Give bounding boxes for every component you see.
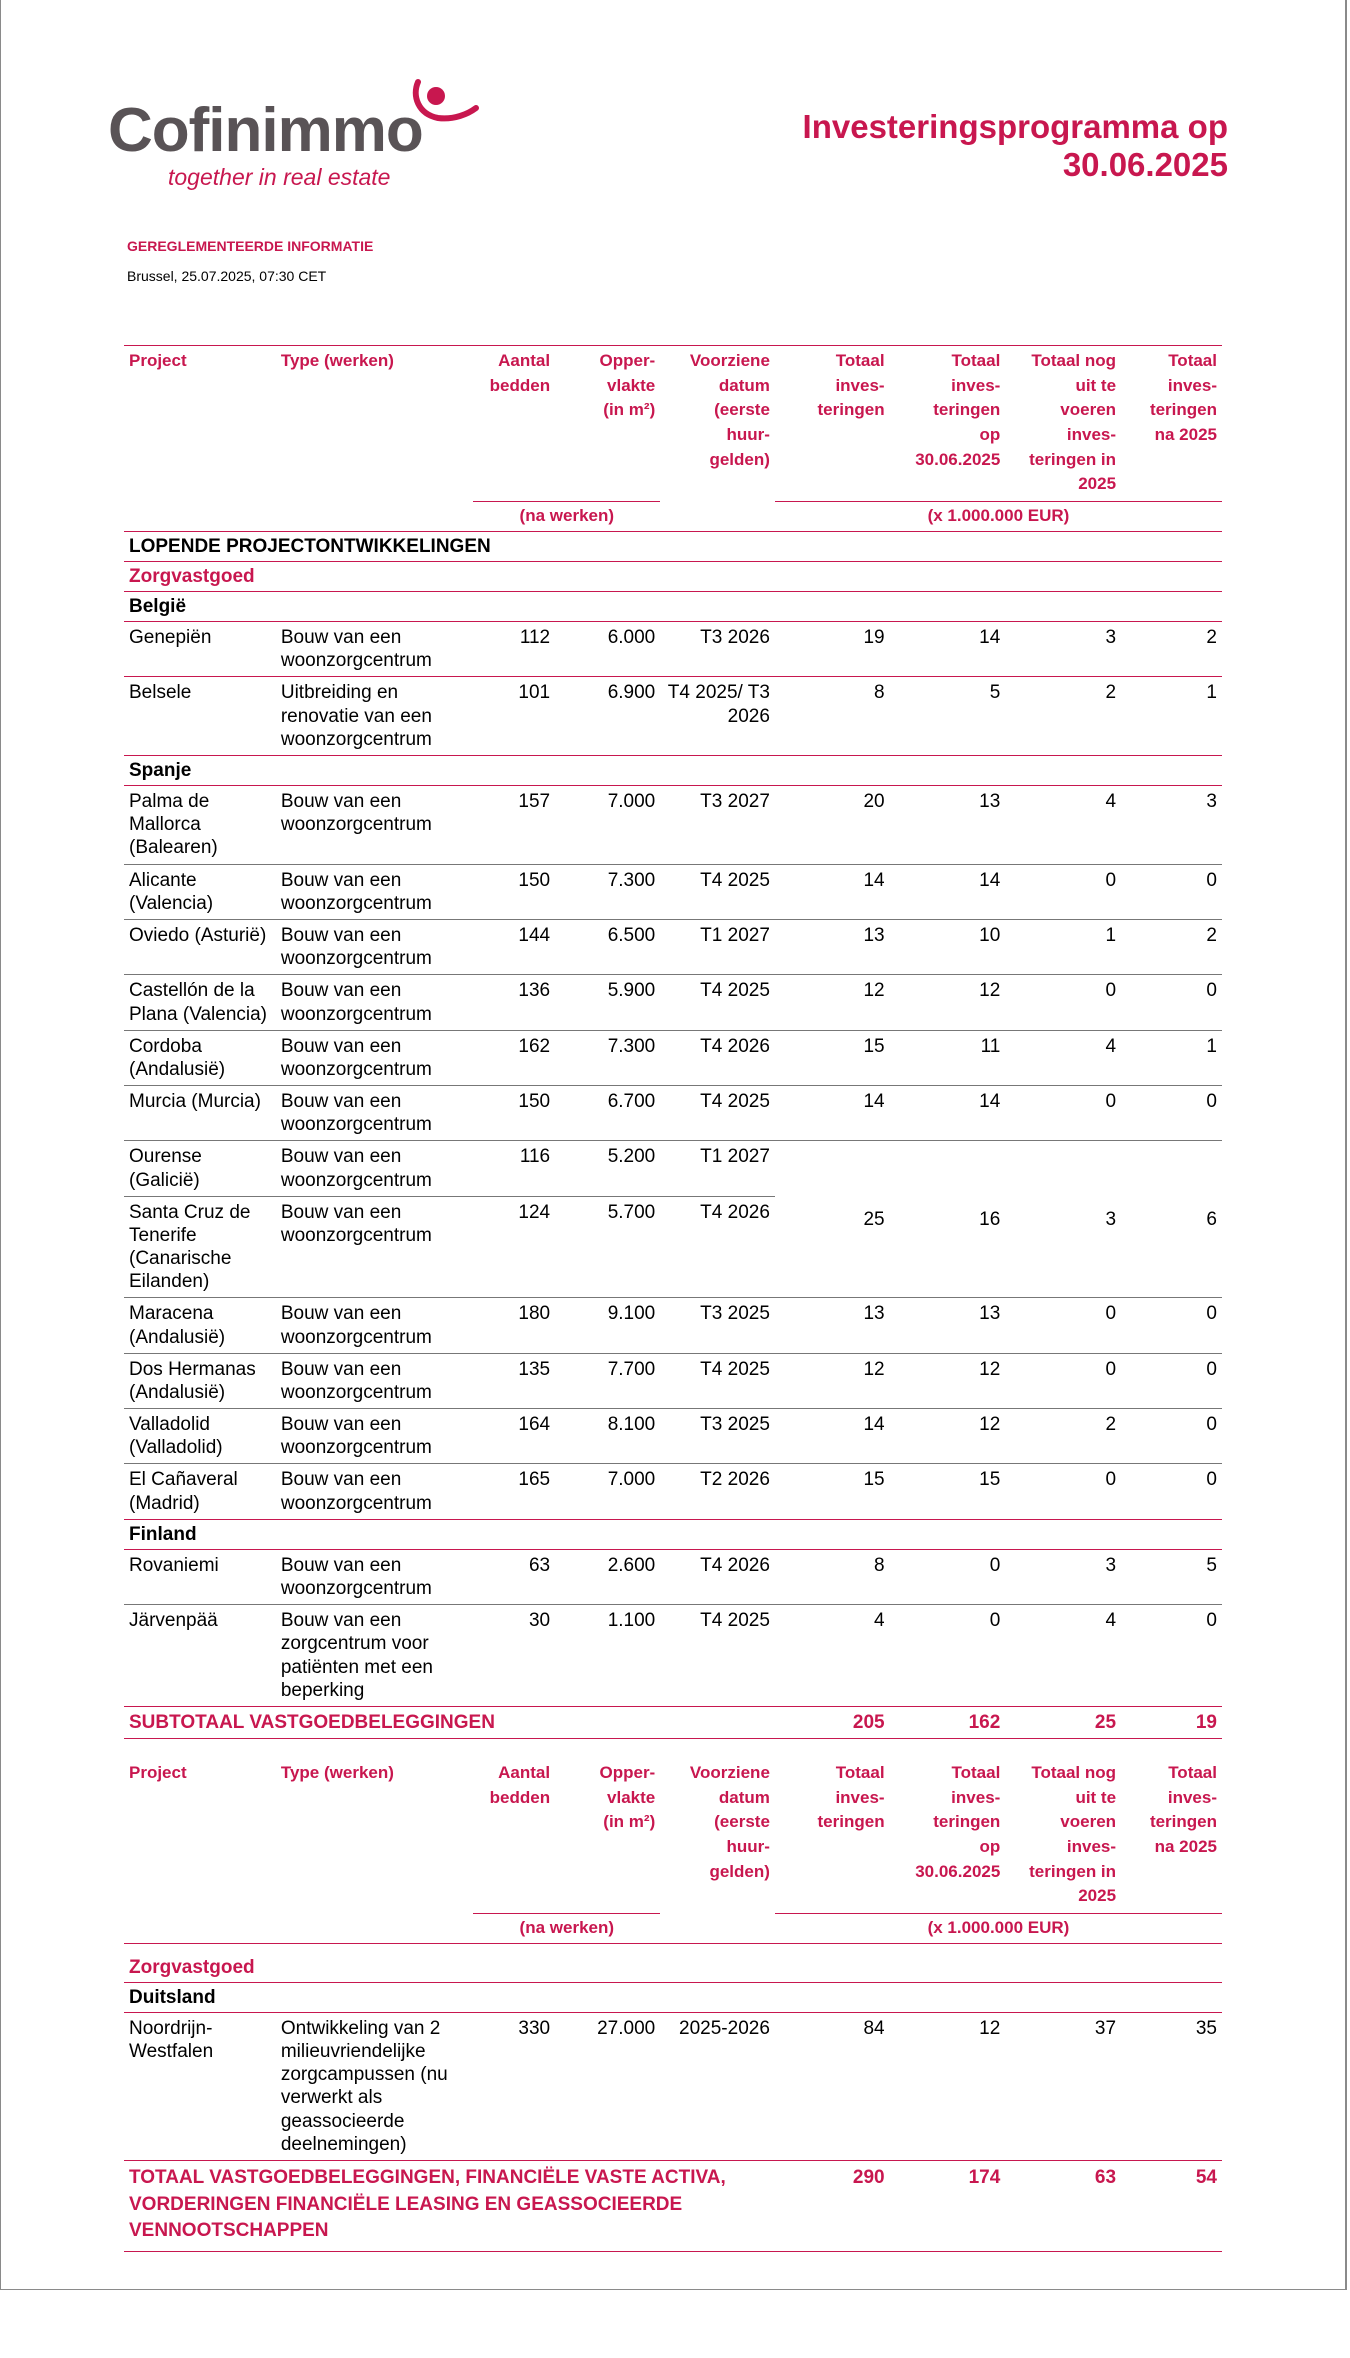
regulated-info-label: GEREGLEMENTEERDE INFORMATIE (127, 238, 374, 254)
table-row: Järvenpää Bouw van een zorgcentrum voor patiënten met een beperking 30 1.100 T4 2025 4 0 4 0 (124, 1605, 1222, 1707)
col-header-to-date: Totaal inves- teringen op 30.06.2025 (890, 346, 1006, 502)
col-header-date: Voorziene datum (eerste huur- gelden) (689, 1763, 770, 1881)
table-row: Alicante (Valencia) Bouw van een woonzorgcentrum 150 7.300 T4 2025 14 14 0 0 (124, 864, 1222, 919)
section-finland: Finland (124, 1519, 1222, 1549)
col-header-beds: Aantal bedden (473, 346, 555, 502)
col-header-project: Project (129, 1763, 187, 1782)
investment-table-ongoing (124, 345, 1222, 1739)
section-belgium: België (124, 591, 1222, 621)
cofinimmo-logo (108, 78, 488, 198)
grand-total-row: TOTAAL VASTGOEDBELEGGINGEN, FINANCIËLE VASTE ACTIVA, VORDERINGEN FINANCIËLE LEASING EN GEASSOCIEERDE VENNOOTSCHAPPEN 290 174 63 54 (124, 2160, 1222, 2251)
unit-after-works: (na werken) (473, 501, 660, 531)
col-header-after: Totaal inves- teringen na 2025 (1121, 346, 1222, 502)
table-header-row (124, 1758, 1222, 1913)
table-row: Noordrijn-Westfalen Ontwikkeling van 2 milieuvriendelijke zorgcampussen (nu verwerkt als geassocieerde deelnemingen) 330 27.000 2025-2026 84 12 37 35 (124, 2012, 1222, 2160)
unit-eur: (x 1.000.000 EUR) (775, 501, 1222, 531)
section-healthcare: Zorgvastgoed (124, 1943, 1222, 1982)
table-row: El Cañaveral (Madrid) Bouw van een woonzorgcentrum 165 7.000 T2 2026 15 15 0 0 (124, 1464, 1222, 1519)
col-header-project: Project (124, 346, 276, 502)
col-header-remaining: Totaal nog uit te voeren inves- teringen in 2025 (1005, 1758, 1121, 1913)
col-header-remaining: Totaal nog uit te voeren inves- teringen in 2025 (1005, 346, 1121, 502)
logo-tagline: together in real estate (168, 164, 391, 190)
logo-swirl-icon (410, 78, 480, 128)
col-header-date: Voorziene datum (eerste huur- gelden) (660, 346, 775, 502)
col-header-beds: Aantal bedden (473, 1758, 555, 1913)
col-header-type: Type (werken) (276, 346, 474, 502)
col-header-area: Opper- vlakte (in m²) (555, 1758, 660, 1913)
section-ongoing: LOPENDE PROJECTONTWIKKELINGEN (124, 531, 1222, 561)
table-row: Ourense (Galicië) Bouw van een woonzorgcentrum 116 5.200 T1 2027 25 16 3 6 (124, 1141, 1222, 1196)
col-header-total: Totaal inves- teringen (775, 1758, 890, 1913)
table-row: Murcia (Murcia) Bouw van een woonzorgcentrum 150 6.700 T4 2025 14 14 0 0 (124, 1086, 1222, 1141)
unit-after-works: (na werken) (473, 1913, 660, 1943)
dateline: Brussel, 25.07.2025, 07:30 CET (127, 268, 327, 284)
section-healthcare: Zorgvastgoed (124, 561, 1222, 591)
table-row: Belsele Uitbreiding en renovatie van een woonzorgcentrum 101 6.900 T4 2025/ T3 2026 8 5 2 1 (124, 677, 1222, 756)
investment-table-associates (124, 1758, 1222, 2252)
units-row (124, 501, 1222, 531)
section-germany: Duitsland (124, 1982, 1222, 2012)
col-header-after: Totaal inves- teringen na 2025 (1121, 1758, 1222, 1913)
table-row: Maracena (Andalusië) Bouw van een woonzorgcentrum 180 9.100 T3 2025 13 13 0 0 (124, 1298, 1222, 1353)
document-title: Investeringsprogramma op 30.06.2025 (802, 108, 1228, 184)
table-row: Oviedo (Asturië) Bouw van een woonzorgcentrum 144 6.500 T1 2027 13 10 1 2 (124, 919, 1222, 974)
col-header-to-date: Totaal inves- teringen op 30.06.2025 (890, 1758, 1006, 1913)
table-row: Valladolid (Valladolid) Bouw van een woonzorgcentrum 164 8.100 T3 2025 14 12 2 0 (124, 1409, 1222, 1464)
units-row (124, 1913, 1222, 1943)
table-row: Dos Hermanas (Andalusië) Bouw van een woonzorgcentrum 135 7.700 T4 2025 12 12 0 0 (124, 1353, 1222, 1408)
unit-eur: (x 1.000.000 EUR) (775, 1913, 1222, 1943)
table-row: Cordoba (Andalusië) Bouw van een woonzorgcentrum 162 7.300 T4 2026 15 11 4 1 (124, 1030, 1222, 1085)
table-row: Rovaniemi Bouw van een woonzorgcentrum 63 2.600 T4 2026 8 0 3 5 (124, 1549, 1222, 1604)
col-header-total: Totaal inves- teringen (775, 346, 890, 502)
col-header-type: Type (werken) (280, 1763, 394, 1782)
table-row: Santa Cruz de Tenerife (Canarische Eilanden) Bouw van een woonzorgcentrum 124 5.700 T4 2026 (124, 1196, 1222, 1298)
section-spain: Spanje (124, 755, 1222, 785)
col-header-area: Opper- vlakte (in m²) (555, 346, 660, 502)
logo-wordmark: Cofinimmo (108, 96, 423, 165)
table-row: Castellón de la Plana (Valencia) Bouw van een woonzorgcentrum 136 5.900 T4 2025 12 12 0 0 (124, 975, 1222, 1030)
table-row: Palma de Mallorca (Balearen) Bouw van een woonzorgcentrum 157 7.000 T3 2027 20 13 4 3 (124, 786, 1222, 865)
table-row: Genepiën Bouw van een woonzorgcentrum 112 6.000 T3 2026 19 14 3 2 (124, 622, 1222, 677)
subtotal-row: SUBTOTAAL VASTGOEDBELEGGINGEN 205 162 25 19 (124, 1706, 1222, 1738)
table-header-row (124, 346, 1222, 502)
